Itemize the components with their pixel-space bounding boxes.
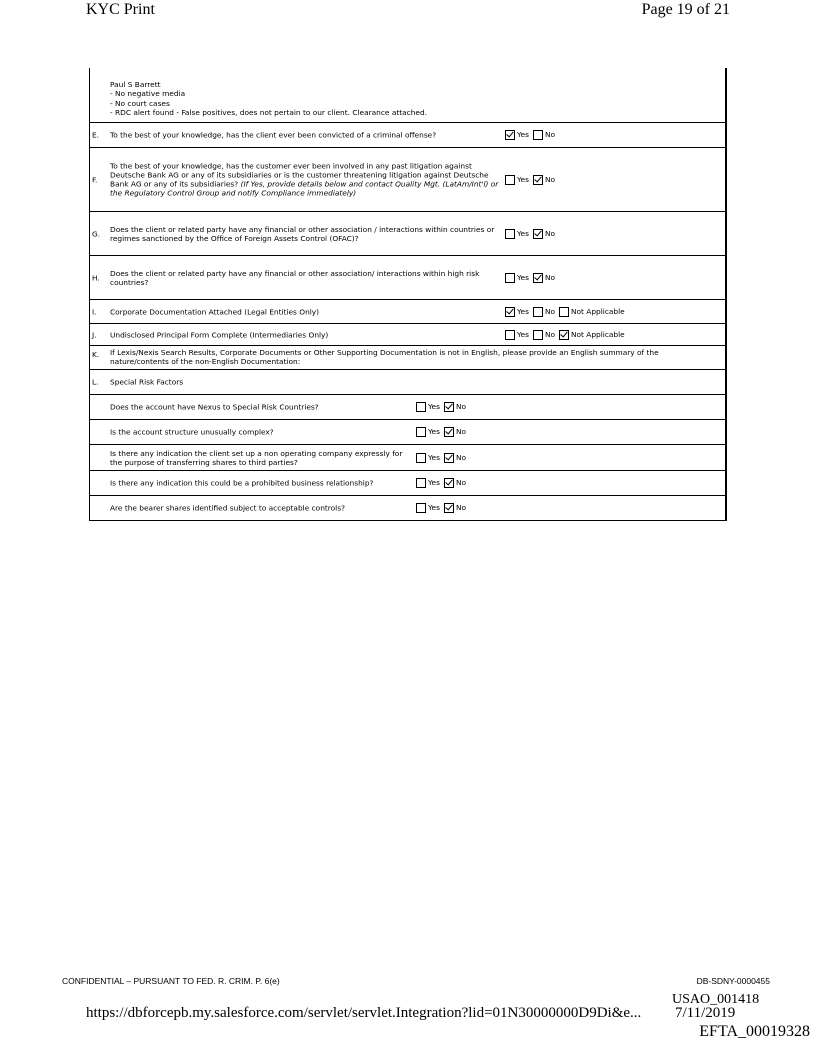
- no-label: No: [455, 452, 466, 462]
- yes-label: Yes: [517, 306, 529, 316]
- not-applicable-label: Not Applicable: [571, 306, 625, 316]
- no-checkbox-checked[interactable]: [533, 175, 543, 185]
- special-risk-row: [90, 395, 725, 420]
- row-l: [90, 370, 725, 395]
- yes-checkbox[interactable]: [416, 402, 426, 412]
- row-j: [90, 324, 725, 346]
- no-checkbox-checked[interactable]: [533, 229, 543, 239]
- row-letter: L.: [92, 377, 99, 387]
- yes-checkbox[interactable]: [505, 273, 515, 283]
- efta-stamp: EFTA_00019328: [699, 1023, 810, 1040]
- section-heading: Special Risk Factors: [110, 377, 184, 387]
- row-letter: I.: [92, 306, 97, 316]
- row-f: [90, 148, 725, 212]
- no-checkbox[interactable]: [533, 330, 543, 340]
- answer-group: [505, 130, 559, 140]
- row-letter: J.: [92, 329, 97, 339]
- not-applicable-checkbox-checked[interactable]: [559, 330, 569, 340]
- kyc-form-table: [89, 68, 727, 521]
- answer-group: [416, 453, 470, 463]
- yes-label: Yes: [517, 130, 529, 140]
- yes-checkbox[interactable]: [416, 503, 426, 513]
- answer-group: [505, 229, 559, 239]
- special-risk-row: [90, 471, 725, 496]
- yes-checkbox-checked[interactable]: [505, 130, 515, 140]
- no-checkbox-checked[interactable]: [444, 478, 454, 488]
- yes-checkbox[interactable]: [505, 175, 515, 185]
- row-k: [90, 346, 725, 370]
- no-checkbox-checked[interactable]: [444, 402, 454, 412]
- question-text: Is the account structure unusually complex?: [110, 427, 274, 437]
- bates-number: DB-SDNY-0000455: [696, 976, 770, 986]
- question-instruction: (If Yes, provide details below and contact Quality Mgt. (LatAm/Int'l) or the Regulatory Control Group and notify Compliance immediately): [110, 179, 499, 198]
- print-date: 7/11/2019: [675, 1005, 736, 1021]
- no-checkbox-checked[interactable]: [533, 273, 543, 283]
- no-label: No: [455, 503, 466, 513]
- notes-line: - No court cases: [110, 98, 170, 108]
- special-risk-row: [90, 420, 725, 445]
- confidentiality-notice: CONFIDENTIAL – PURSUANT TO FED. R. CRIM. P. 6(e): [62, 976, 280, 986]
- yes-checkbox[interactable]: [416, 453, 426, 463]
- notes-line: - RDC alert found - False positives, does not pertain to our client. Clearance attached.: [110, 107, 428, 117]
- row-h: [90, 256, 725, 300]
- no-checkbox-checked[interactable]: [444, 453, 454, 463]
- notes-row: [90, 68, 725, 123]
- row-e: [90, 123, 725, 148]
- yes-label: Yes: [517, 228, 529, 238]
- question-text: Does the account have Nexus to Special Risk Countries?: [110, 402, 319, 412]
- yes-label: Yes: [428, 402, 440, 412]
- no-checkbox[interactable]: [533, 130, 543, 140]
- question-text: Is there any indication the client set up a non operating company expressly for the purpose of transferring shares to third parties?: [110, 448, 403, 467]
- row-letter: K.: [92, 350, 100, 359]
- no-label: No: [544, 174, 555, 184]
- answer-group: [416, 402, 470, 412]
- no-label: No: [544, 272, 555, 282]
- no-label: No: [455, 402, 466, 412]
- yes-label: Yes: [428, 427, 440, 437]
- yes-checkbox-checked[interactable]: [505, 307, 515, 317]
- question-main: To the best of your knowledge, has the customer ever been involved in any past litigation against Deutsche Bank AG or any of its subsidiaries or is the customer threatening litigation against Deutsche Bank AG or any of its subsidiaries?: [110, 161, 489, 189]
- question-text: Are the bearer shares identified subject to acceptable controls?: [110, 503, 345, 513]
- question-text: Does the client or related party have any financial or other association/ interactions within high risk countries?: [110, 268, 480, 287]
- question-text: If Lexis/Nexis Search Results, Corporate Documents or Other Supporting Documentation is not in English, please provide an English summary of the nature/contents of the non-English Documentation:: [110, 348, 659, 367]
- answer-group: [505, 273, 559, 283]
- page-number: Page 19 of 21: [641, 1, 730, 18]
- row-letter: F.: [92, 174, 98, 184]
- answer-group: [416, 427, 470, 437]
- yes-label: Yes: [428, 503, 440, 513]
- row-letter: E.: [92, 130, 100, 140]
- answer-group: [505, 307, 629, 317]
- answer-group: [505, 330, 629, 340]
- row-letter: H.: [92, 272, 100, 282]
- question-text: Is there any indication this could be a prohibited business relationship?: [110, 478, 374, 488]
- answer-group: [416, 503, 470, 513]
- question-text: [110, 161, 505, 198]
- yes-label: Yes: [517, 272, 529, 282]
- no-label: No: [544, 130, 555, 140]
- yes-label: Yes: [517, 174, 529, 184]
- not-applicable-label: Not Applicable: [571, 329, 625, 339]
- yes-label: Yes: [517, 329, 529, 339]
- no-label: No: [455, 478, 466, 488]
- source-url: https://dbforcepb.my.salesforce.com/servlet/servlet.Integration?lid=01N30000000D9Di&e...: [86, 1005, 642, 1021]
- yes-checkbox[interactable]: [416, 427, 426, 437]
- answer-group: [505, 175, 559, 185]
- row-letter: G.: [92, 228, 101, 238]
- no-checkbox-checked[interactable]: [444, 503, 454, 513]
- yes-label: Yes: [428, 452, 440, 462]
- notes-name: Paul S Barrett: [110, 80, 161, 89]
- yes-checkbox[interactable]: [505, 229, 515, 239]
- notes-line: - No negative media: [110, 89, 186, 99]
- special-risk-row: [90, 445, 725, 471]
- usao-stamp: USAO_001418: [672, 992, 760, 1007]
- document-title: KYC Print: [86, 1, 155, 18]
- no-label: No: [544, 228, 555, 238]
- no-label: No: [455, 427, 466, 437]
- row-i: [90, 300, 725, 324]
- yes-checkbox[interactable]: [505, 330, 515, 340]
- answer-group: [416, 478, 470, 488]
- question-text: Does the client or related party have any financial or other association / interactions within countries or regimes sanctioned by the Office of Foreign Assets Control (OFAC)?: [110, 224, 495, 243]
- row-g: [90, 212, 725, 256]
- yes-label: Yes: [428, 478, 440, 488]
- no-checkbox[interactable]: [533, 307, 543, 317]
- no-label: No: [544, 306, 555, 316]
- no-checkbox-checked[interactable]: [444, 427, 454, 437]
- yes-checkbox[interactable]: [416, 478, 426, 488]
- no-label: No: [544, 329, 555, 339]
- question-text: Corporate Documentation Attached (Legal Entities Only): [110, 306, 320, 316]
- question-text: To the best of your knowledge, has the client ever been convicted of a criminal offense?: [110, 130, 437, 140]
- not-applicable-checkbox[interactable]: [559, 307, 569, 317]
- question-text: Undisclosed Principal Form Complete (Intermediaries Only): [110, 329, 329, 339]
- special-risk-row: [90, 496, 725, 521]
- research-notes: [110, 80, 427, 117]
